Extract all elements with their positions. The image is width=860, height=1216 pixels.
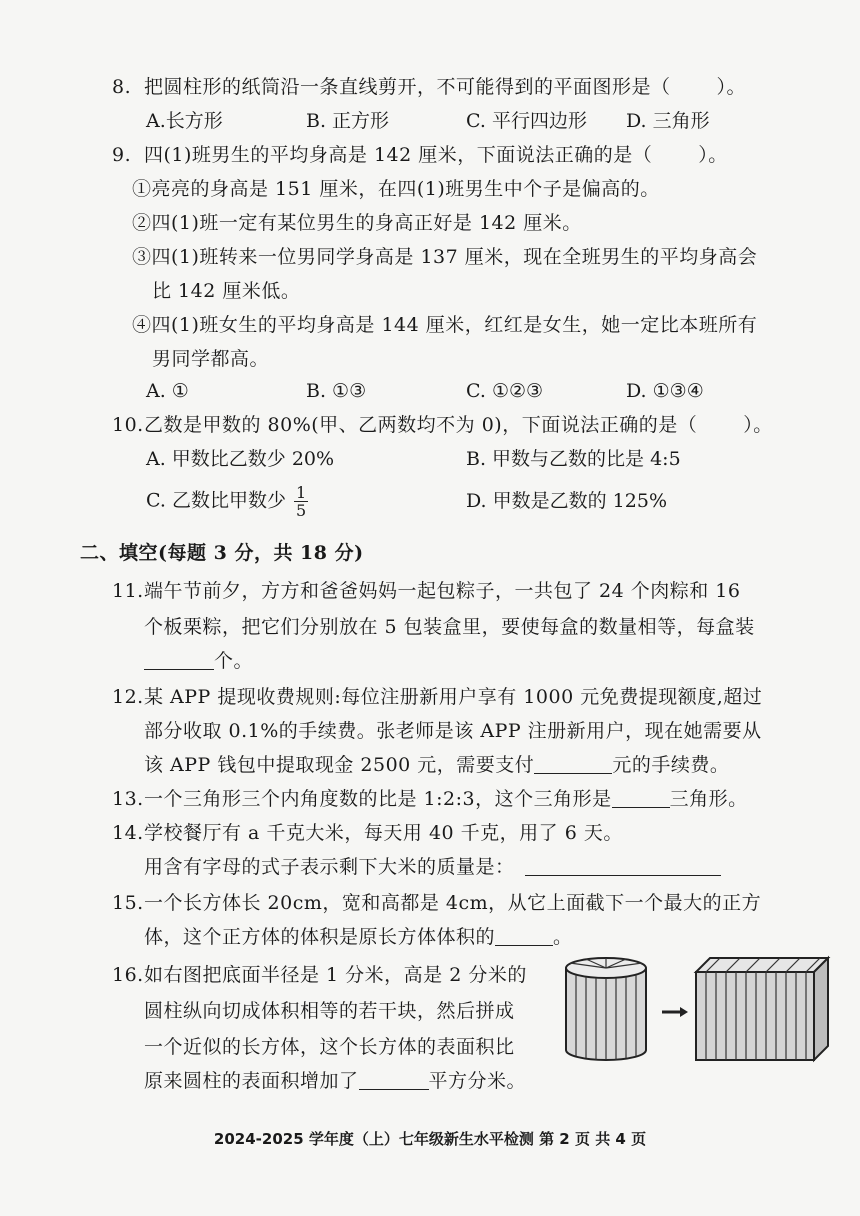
q10-option-b: B. 甲数与乙数的比是 4:5 — [466, 448, 681, 470]
question-number: 15. — [112, 892, 144, 914]
q11-unit: 个。 — [214, 650, 254, 672]
q15-line-2 — [144, 924, 573, 950]
question-text: 乙数是甲数的 80%(甲、乙两数均不为 0)，下面说法正确的是（ — [144, 414, 698, 436]
fraction-numerator: 1 — [296, 483, 307, 502]
question-15 — [112, 890, 761, 916]
q8-option-d: D. 三角形 — [626, 110, 710, 132]
answer-blank[interactable] — [359, 1069, 429, 1090]
q8-option-a: A.长方形 — [146, 110, 223, 132]
q9-option-b: B. ①③ — [306, 380, 367, 402]
q8-option-c: C. 平行四边形 — [466, 110, 587, 132]
question-text: 把圆柱形的纸筒沿一条直线剪开，不可能得到的平面图形是（ — [144, 76, 671, 98]
section-title: 二、填空(每题 3 分，共 18 分) — [80, 542, 364, 564]
q15-line-2-text: 体，这个正方体的体积是原长方体体积的 — [144, 926, 496, 948]
answer-blank[interactable] — [495, 925, 553, 946]
question-number: 14. — [112, 822, 144, 844]
question-11 — [112, 578, 740, 604]
question-number: 12. — [112, 686, 144, 708]
q9-statement-4-cont: 男同学都高。 — [152, 348, 270, 370]
q14-line-2 — [144, 854, 721, 880]
question-14 — [112, 820, 623, 846]
q8-option-b: B. 正方形 — [306, 110, 390, 132]
answer-blank[interactable] — [534, 753, 612, 774]
question-13 — [112, 786, 748, 812]
q12-line-3 — [144, 752, 729, 778]
page-footer: 2024-2025 学年度（上）七年级新生水平检测 第 2 页 共 4 页 — [213, 1130, 647, 1148]
q16-line-4-end: 平方分米。 — [428, 1070, 527, 1092]
q16-line-2: 圆柱纵向切成体积相等的若干块，然后拼成 — [144, 1000, 515, 1022]
q12-line-3-text: 该 APP 钱包中提取现金 2500 元，需要支付 — [144, 754, 535, 776]
question-number: 10. — [112, 414, 144, 436]
q9-option-a: A. ① — [146, 380, 189, 402]
answer-blank[interactable] — [612, 787, 670, 808]
q16-line-4 — [144, 1068, 526, 1094]
arrow-right-icon — [662, 1007, 688, 1017]
question-text: 学校餐厅有 a 千克大米，每天用 40 千克，用了 6 天。 — [144, 822, 623, 844]
q9-statement-4: ④四(1)班女生的平均身高是 144 厘米，红红是女生，她一定比本班所有 — [132, 314, 758, 336]
question-number: 16. — [112, 964, 144, 986]
q10-option-d: D. 甲数是乙数的 125% — [466, 490, 667, 512]
question-text-end: 三角形。 — [669, 788, 748, 810]
q9-statement-3: ③四(1)班转来一位男同学身高是 137 厘米，现在全班男生的平均身高会 — [132, 246, 758, 268]
q12-line-2: 部分收取 0.1%的手续费。张老师是该 APP 注册新用户，现在她需要从 — [144, 720, 762, 742]
question-text: 端午节前夕，方方和爸爸妈妈一起包粽子，一共包了 24 个肉粽和 16 — [144, 580, 741, 602]
q10-option-a: A. 甲数比乙数少 20% — [146, 448, 335, 470]
question-close-paren: ）。 — [743, 414, 773, 436]
q12-line-3-end: 元的手续费。 — [612, 754, 730, 776]
q10-option-c-text: C. 乙数比甲数少 — [146, 489, 286, 512]
q11-line-3 — [144, 648, 253, 674]
question-number: 13. — [112, 788, 144, 810]
question-8 — [112, 74, 746, 100]
question-text: 一个长方体长 20cm，宽和高都是 4cm，从它上面截下一个最大的正方 — [144, 892, 762, 914]
q9-statement-3-cont: 比 142 厘米低。 — [152, 280, 301, 302]
q16-line-4-text: 原来圆柱的表面积增加了 — [144, 1070, 359, 1092]
q9-option-c: C. ①②③ — [466, 380, 544, 402]
fraction-denominator: 5 — [296, 501, 307, 520]
question-close-paren: ）。 — [716, 76, 747, 98]
q16-line-3: 一个近似的长方体，这个长方体的表面积比 — [144, 1036, 515, 1058]
q14-line-2-text: 用含有字母的式子表示剩下大米的质量是： — [144, 856, 515, 878]
question-10 — [112, 412, 773, 438]
q9-option-d: D. ①③④ — [626, 380, 704, 402]
question-9 — [112, 142, 728, 168]
question-text: 一个三角形三个内角度数的比是 1:2:3，这个三角形是 — [144, 788, 612, 810]
q11-line-2: 个板栗粽，把它们分别放在 5 包装盒里，要使每盒的数量相等，每盒装 — [144, 616, 755, 638]
question-text: 某 APP 提现收费规则:每位注册新用户享有 1000 元免费提现额度,超过 — [144, 686, 763, 708]
question-text: 如右图把底面半径是 1 分米，高是 2 分米的 — [144, 964, 527, 986]
question-16 — [112, 962, 527, 988]
fraction — [294, 484, 308, 519]
question-number: 9. — [112, 144, 132, 166]
question-number: 8. — [112, 76, 132, 98]
answer-blank[interactable] — [525, 855, 721, 876]
question-number: 11. — [112, 580, 144, 602]
q9-statement-2: ②四(1)班一定有某位男生的身高正好是 142 厘米。 — [132, 212, 582, 234]
q10-option-c — [146, 484, 308, 519]
question-text: 四(1)班男生的平均身高是 142 厘米，下面说法正确的是（ — [144, 144, 653, 166]
cuboid-icon — [696, 958, 828, 1060]
q9-statement-1: ①亮亮的身高是 151 厘米，在四(1)班男生中个子是偏高的。 — [132, 178, 660, 200]
question-12 — [112, 684, 762, 710]
question-close-paren: ）。 — [698, 144, 728, 166]
q15-line-2-end: 。 — [553, 926, 573, 948]
cylinder-to-cuboid-figure — [556, 950, 836, 1070]
cylinder-icon — [566, 958, 646, 1060]
answer-blank[interactable] — [144, 649, 214, 670]
